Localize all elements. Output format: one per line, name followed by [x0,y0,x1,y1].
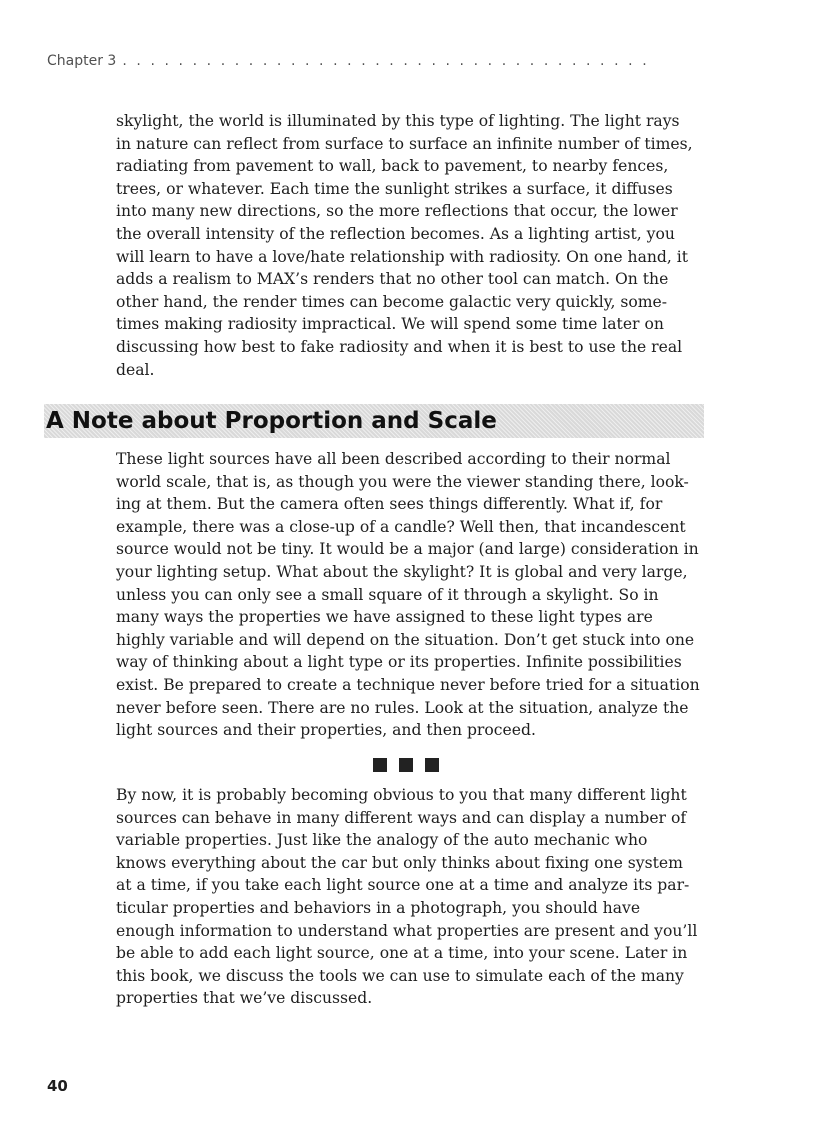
body-paragraph-radiosity: skylight, the world is illuminated by this type of lighting. The light rays in nature can reflect from surface to surface an infinite number of times, radiating from pavement to wall, back to pavement, to nearby fences, trees, or whatever. Each time the sunlight strikes a surface, it diffuses into many new directions, so the more reflections that occur, the lower the overall intensity of the reflection becomes. As a lighting artist, you will learn to have a love/hate relationship with radiosity. On one hand, it adds a realism to MAX’s renders that no other tool can match. On the other hand, the render times can become galactic very quickly, some- times making radiosity impractical. We will spend some time later on discussing how best to fake radiosity and when it is best to use the real deal. [116,112,693,379]
ornament-square-icon [399,758,413,772]
section-heading-bar [44,404,704,438]
ornament-square-icon [373,758,387,772]
body-paragraph-summary: By now, it is probably becoming obvious to you that many different light sources can behave in many different ways and can display a number of variable properties. Just like the analogy of the auto mechanic who knows everything about the car but only thinks about fixing one system at a time, if you take each light source one at a time and analyze its par- ticular properties and behaviors in a photograph, you should have enough information to understand what properties are present and you’ll be able to add each light source, one at a time, into your scene. Later in this book, we discuss the tools we can use to simulate each of the many properties that we’ve discussed. [116,786,698,1008]
dot-leaders: ...................................... [122,53,657,69]
ornament-square-icon [425,758,439,772]
body-paragraph-proportion: These light sources have all been described according to their normal world scale, that is, as though you were the viewer standing there, look- ing at them. But the camera often sees things differently. What if, for example, there was a close-up of a candle? Well then, that incandescent source would not be tiny. It would be a major (and large) consideration in your lighting setup. What about the skylight? It is global and very large, unless you can only see a small square of it through a skylight. So in many ways the properties we have assigned to these light types are highly variable and will depend on the situation. Don’t get stuck into one way of thinking about a light type or its properties. Infinite possibilities exist. Be prepared to create a technique never before tried for a situation never before seen. There are no rules. Look at the situation, analyze the light sources and their properties, and then proceed. [116,450,700,740]
running-header [47,52,767,70]
section-break-ornament [373,758,439,772]
section-title: A Note about Proportion and Scale [46,408,497,434]
page-number: 40 [47,1077,68,1095]
chapter-label: Chapter 3 [47,53,117,69]
